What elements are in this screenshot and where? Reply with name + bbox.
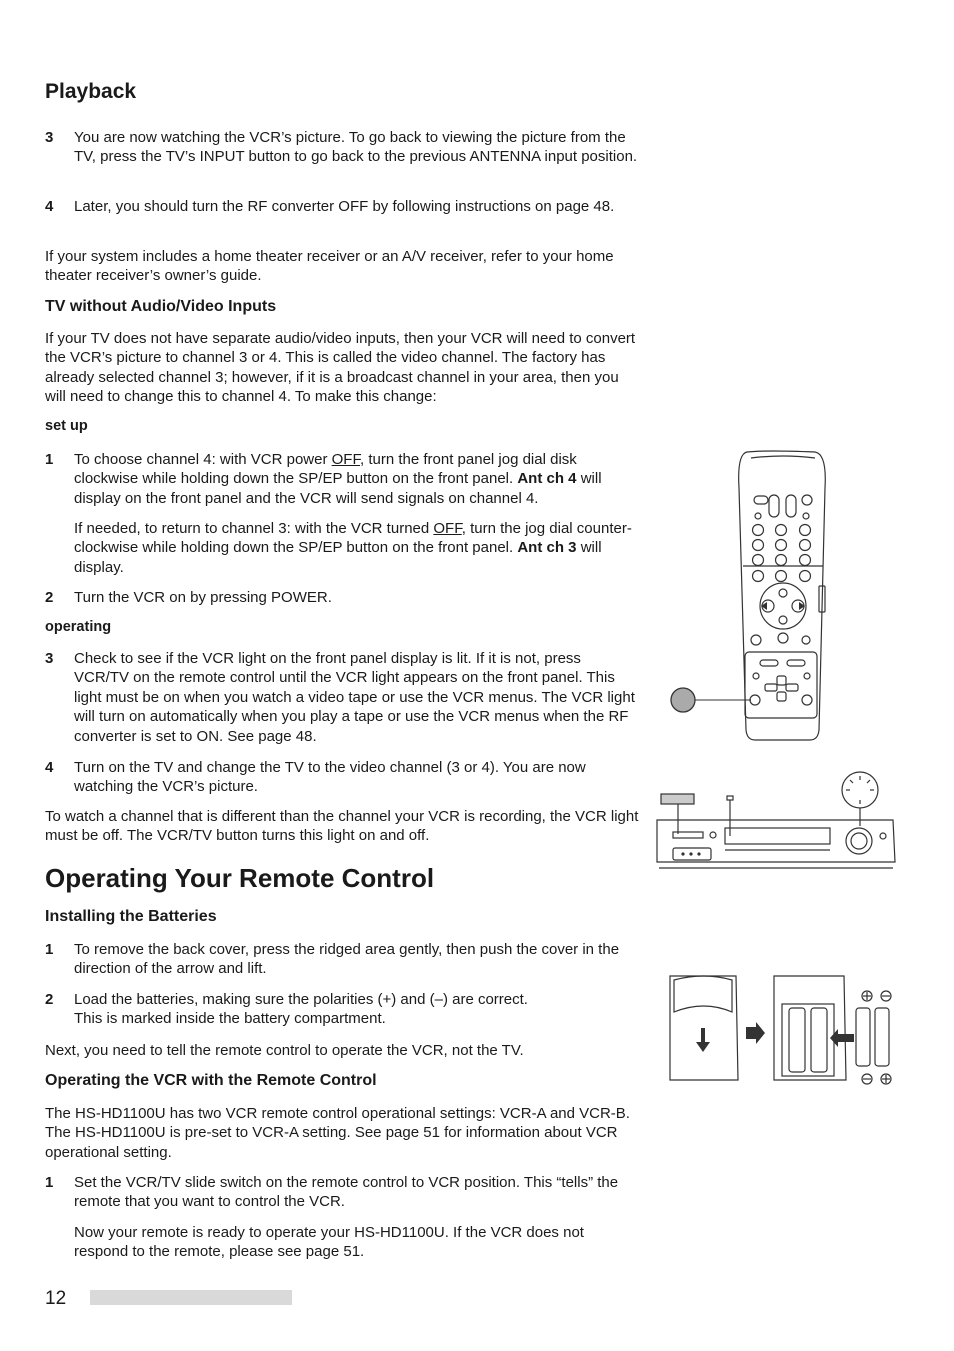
operating-vcr-heading: Operating the VCR with the Remote Control — [45, 1072, 377, 1089]
page-number: 12 — [45, 1288, 67, 1309]
setup-step-1-note: If needed, to return to channel 3: with the VCR turned OFF, turn the jog dial counter-clockwise while holding down the SP/EP button on the front panel. Ant ch 3 will display. — [74, 520, 632, 576]
vcr-light-note: To watch a channel that is different than the channel your VCR is recording, the VCR light must be off. The VCR/TV button turns this light on and off. — [45, 808, 639, 845]
setup-step-2 — [45, 588, 640, 607]
step-text: Check to see if the VCR light on the front panel display is lit. If it is not, press VCR/TV on the remote control until the VCR light appears on the front panel. This light must be on when you watch a video tape or use the VCR menus. The VCR light will turn on automatically when you play a tape or use the VCR menus when the RF converter is set to ON. See page 48. — [74, 650, 635, 745]
step-text: Turn on the TV and change the TV to the video channel (3 or 4). You are now watching the VCR’s picture. — [74, 759, 586, 796]
operating-step-4 — [45, 758, 640, 797]
step-text: Set the VCR/TV slide switch on the remote control to VCR position. This “tells” the remote that you want to control the VCR. — [74, 1174, 619, 1211]
step-number: 1 — [45, 941, 54, 958]
step-number: 2 — [45, 991, 54, 1008]
vcr-step-1 — [45, 1173, 640, 1212]
operating-step-3 — [45, 649, 640, 746]
remote-control-illustration — [665, 448, 835, 744]
playback-step-4 — [45, 197, 640, 216]
step-text: To choose channel 4: with VCR power OFF, turn the front panel jog dial disk clockwise while holding down the SP/EP button on the front panel. Ant ch 4 will display on the front panel and the VCR will send signals on channel 4. — [74, 451, 602, 507]
step-number: 4 — [45, 198, 54, 215]
step-number: 1 — [45, 451, 54, 468]
vcr-settings-intro: The HS-HD1100U has two VCR remote control operational settings: VCR-A and VCR-B. The HS-HD1100U is pre-set to VCR-A setting. See page 51 for information about VCR operational setting. — [45, 1105, 630, 1161]
setup-label: set up — [45, 418, 88, 434]
step-text: Load the batteries, making sure the polarities (+) and (–) are correct. This is marked inside the battery compartment. — [74, 991, 528, 1028]
step-text: Turn the VCR on by pressing POWER. — [74, 589, 332, 606]
remote-control-heading: Operating Your Remote Control — [45, 863, 435, 893]
installing-batteries-heading: Installing the Batteries — [45, 908, 217, 925]
step-text: Later, you should turn the RF converter OFF by following instructions on page 48. — [74, 198, 615, 215]
next-note: Next, you need to tell the remote control to operate the VCR, not the TV. — [45, 1042, 524, 1059]
footer-bar — [90, 1290, 292, 1305]
step-number: 4 — [45, 759, 54, 776]
step-text: You are now watching the VCR’s picture. To go back to viewing the picture from the TV, press the TV’s INPUT button to go back to the previous ANTENNA input position. — [74, 129, 638, 166]
step-number: 1 — [45, 1174, 54, 1191]
setup-step-1 — [45, 450, 640, 508]
step-text: To remove the back cover, press the ridged area gently, then push the cover in the direction of the arrow and lift. — [74, 941, 620, 978]
playback-heading: Playback — [45, 80, 137, 103]
tv-without-av-intro: If your TV does not have separate audio/video inputs, then your VCR will need to convert the VCR’s picture to channel 3 or 4. This is called the video channel. The factory has already selected channel 3; however, if it is a broadcast channel in your area, then you will need to change this to channel 4. To make this change: — [45, 330, 636, 406]
battery-installation-illustration — [662, 972, 898, 1090]
step-number: 3 — [45, 650, 54, 667]
step-number: 2 — [45, 589, 54, 606]
vcr-front-panel-illustration — [655, 770, 900, 878]
step-number: 3 — [45, 129, 54, 146]
battery-step-1 — [45, 940, 640, 979]
tv-without-av-heading: TV without Audio/Video Inputs — [45, 298, 277, 315]
playback-step-3 — [45, 128, 640, 167]
operating-label: operating — [45, 619, 112, 635]
home-theater-note: If your system includes a home theater receiver or an A/V receiver, refer to your home theater receiver’s owner’s guide. — [45, 248, 614, 285]
vcr-step-1-note: Now your remote is ready to operate your HS-HD1100U. If the VCR does not respond to the remote, please see page 51. — [74, 1224, 584, 1261]
battery-step-2 — [45, 990, 640, 1029]
